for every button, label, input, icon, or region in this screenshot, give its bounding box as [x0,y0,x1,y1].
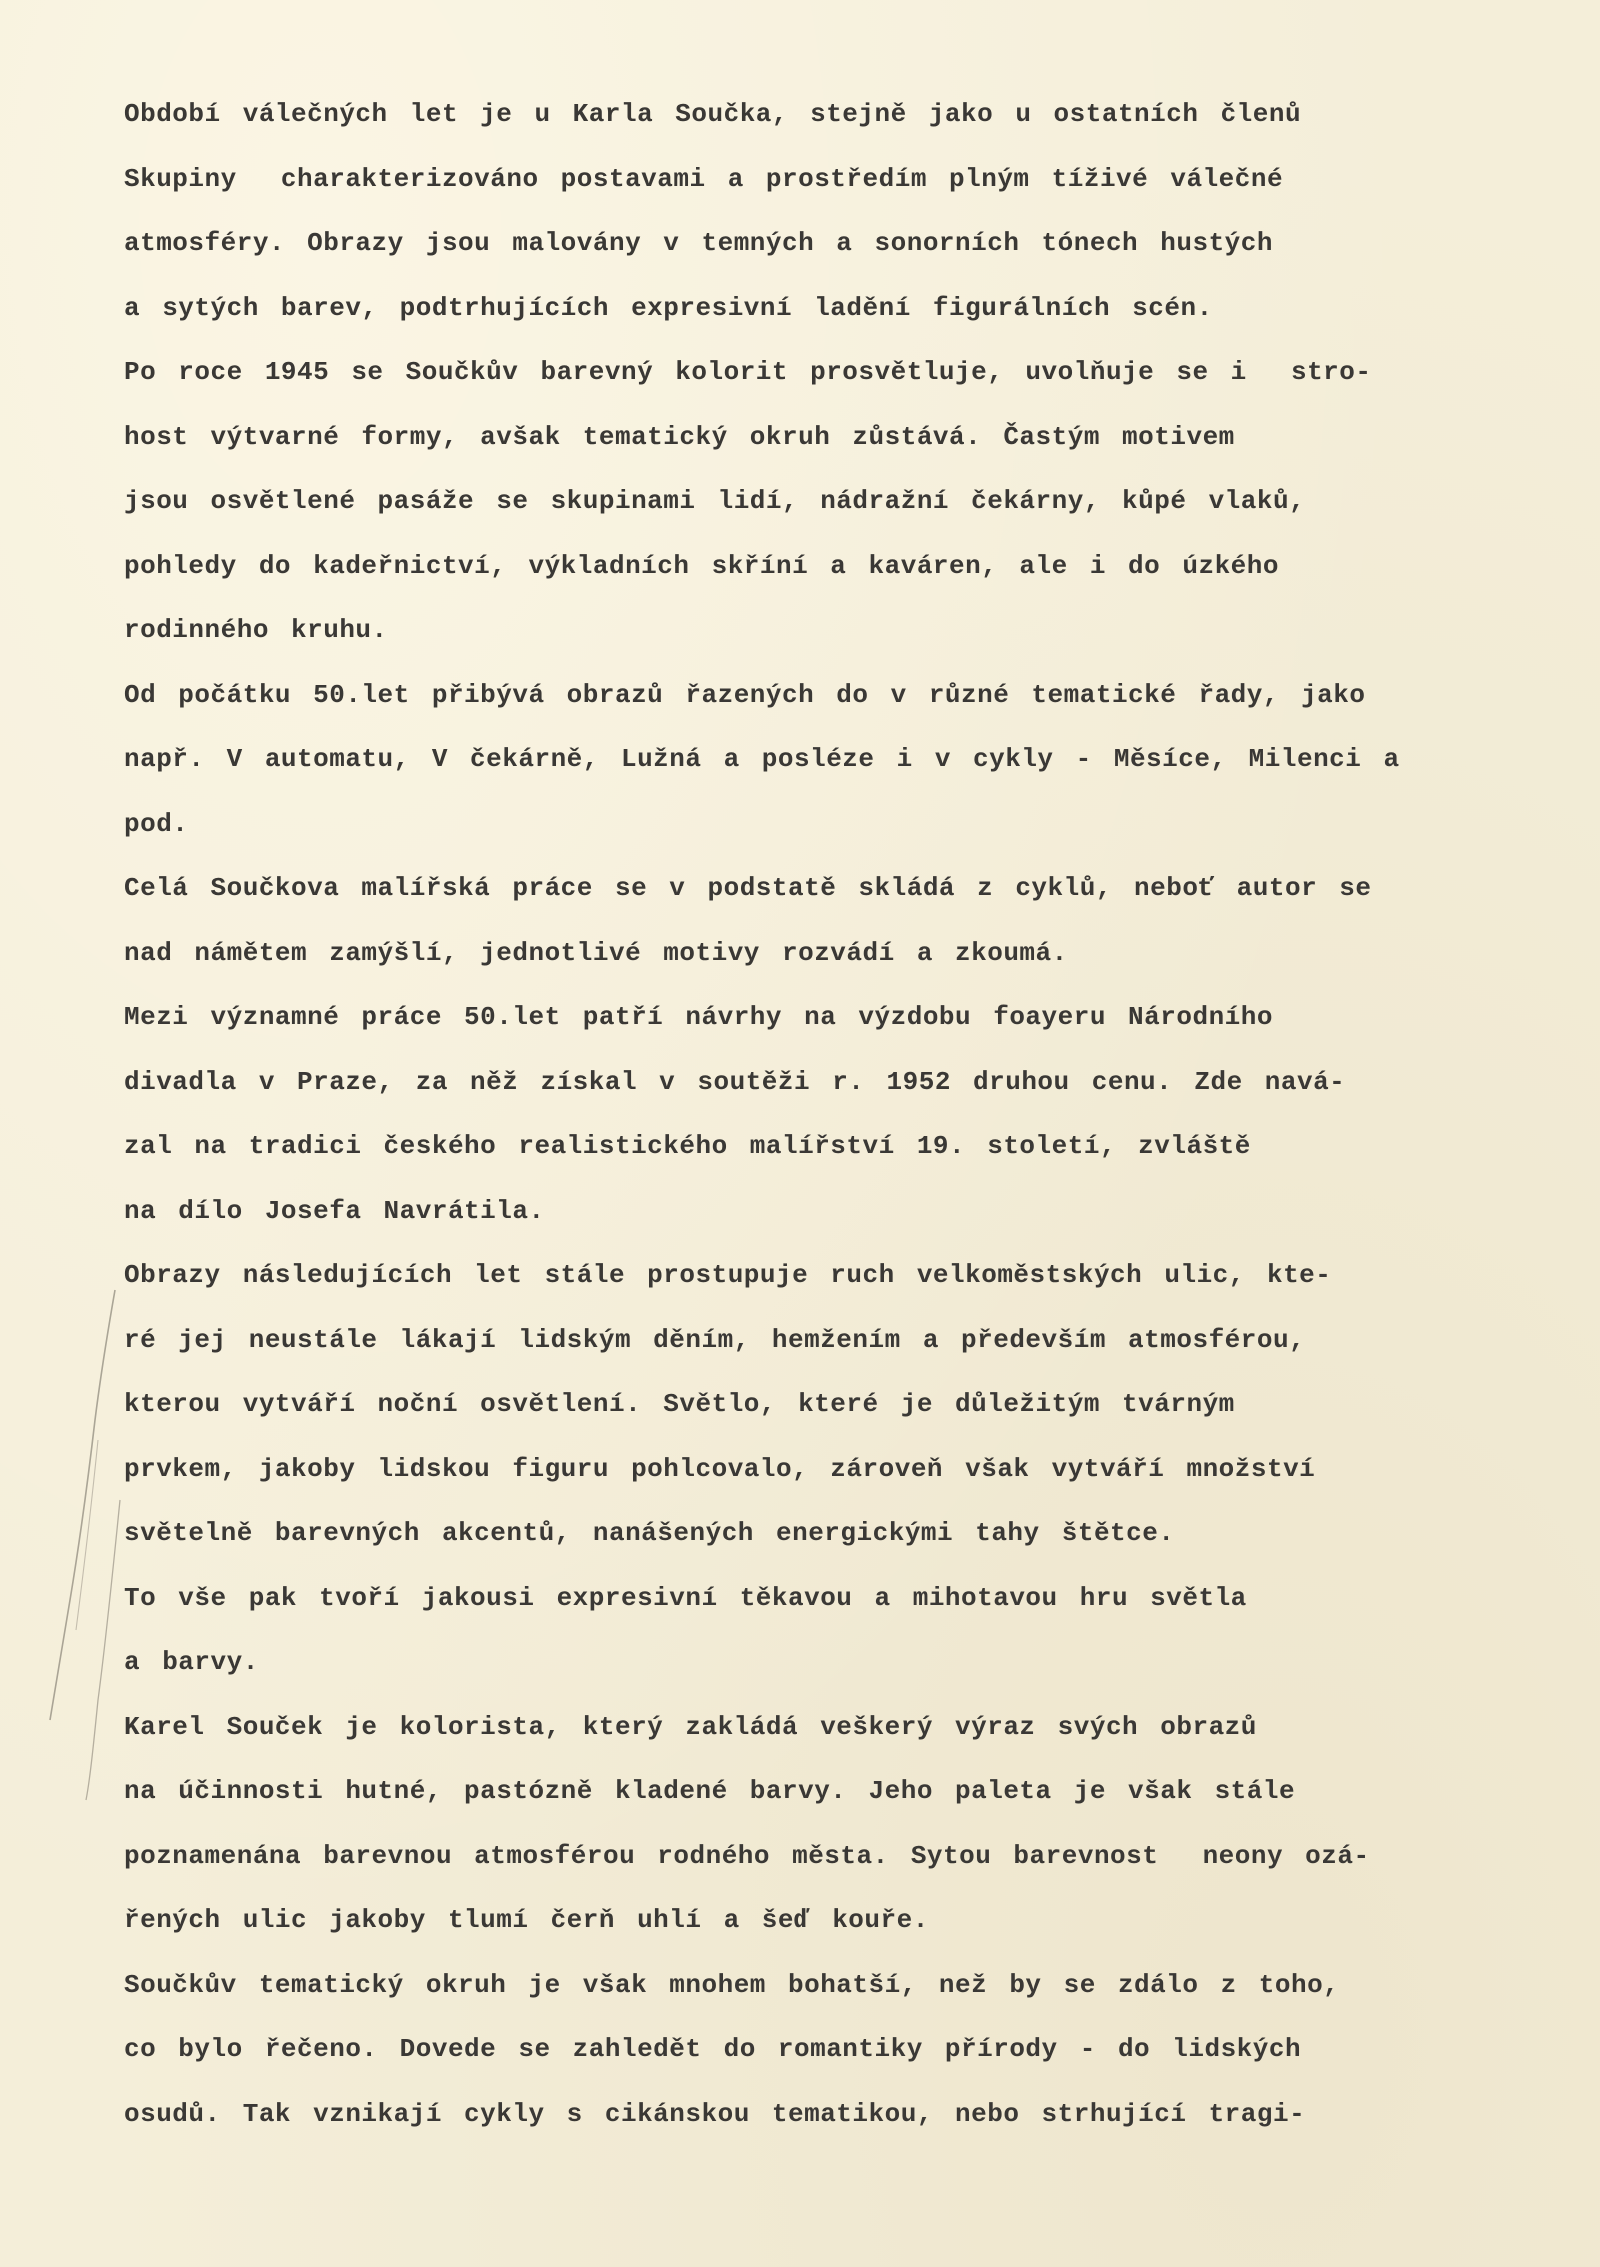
text-line-14: nad námětem zamýšlí, jednotlivé motivy rozvádí a zkoumá. [124,937,1068,968]
text-line-25: a barvy. [124,1647,259,1677]
text-line-6: host výtvarné formy, avšak tematický okruh zůstává. Častým motivem [124,421,1235,452]
text-line-17: zal na tradici českého realistického malířství 19. století, zvláště [124,1131,1251,1161]
text-line-11: např. V automatu, V čekárně, Lužná a posléze i v cykly - Měsíce, Milenci a [124,744,1400,774]
text-line-28: poznamenána barevnou atmosférou rodného města. Sytou barevnost neony ozá- [124,1840,1370,1871]
text-line-16: divadla v Praze, za něž získal v soutěži r. 1952 druhou cenu. Zde navá- [124,1066,1346,1097]
text-line-1: Období válečných let je u Karla Součka, stejně jako u ostatních členů [124,99,1302,129]
text-line-29: řených ulic jakoby tlumí čerň uhlí a šeď kouře. [124,1905,929,1935]
text-line-9: rodinného kruhu. [124,615,388,645]
text-line-2: Skupiny charakterizováno postavami a prostředím plným tíživé válečné [124,163,1284,194]
text-line-18: na dílo Josefa Navrátila. [124,1195,545,1226]
text-line-21: kterou vytváří noční osvětlení. Světlo, které je důležitým tvárným [124,1389,1235,1419]
text-line-30: Součkův tematický okruh je však mnohem bohatší, než by se zdálo z toho, [124,1969,1340,2000]
text-line-7: jsou osvětlené pasáže se skupinami lidí, nádražní čekárny, kůpé vlaků, [124,486,1306,516]
text-line-20: ré jej neustále lákají lidským děním, hemžením a především atmosférou, [124,1324,1306,1355]
text-line-31: co bylo řečeno. Dovede se zahledět do romantiky přírody - do lidských [124,2034,1302,2064]
text-line-19: Obrazy následujících let stále prostupuje ruch velkoměstských ulic, kte- [124,1260,1332,1290]
text-line-15: Mezi významné práce 50.let patří návrhy na výzdobu foayeru Národního [124,1002,1273,1032]
text-line-8: pohledy do kadeřnictví, výkladních skříní a kaváren, ale i do úzkého [124,550,1279,581]
text-line-27: na účinnosti hutné, pastózně kladené barvy. Jeho paleta je však stále [124,1776,1296,1806]
text-line-4: a sytých barev, podtrhujících expresivní ladění figurálních scén. [124,292,1213,323]
text-line-23: světelně barevných akcentů, nanášených energickými tahy štětce. [124,1518,1175,1548]
text-line-24: To vše pak tvoří jakousi expresivní těkavou a mihotavou hru světla [124,1582,1247,1613]
text-line-5: Po roce 1945 se Součkův barevný kolorit prosvětluje, uvolňuje se i stro- [124,357,1372,387]
text-line-22: prvkem, jakoby lidskou figuru pohlcovalo, zároveň však vytváří množství [124,1453,1316,1484]
text-line-13: Celá Součkova malířská práce se v podstatě skládá z cyklů, neboť autor se [124,873,1372,903]
text-line-3: atmosféry. Obrazy jsou malovány v temných a sonorních tónech hustých [124,228,1273,258]
typewritten-text-block [124,94,1580,2158]
text-line-32: osudů. Tak vznikají cykly s cikánskou tematikou, nebo strhující tragi- [124,2098,1306,2129]
text-line-10: Od počátku 50.let přibývá obrazů řazených do v různé tematické řady, jako [124,679,1366,710]
text-line-12: pod. [124,808,189,839]
text-line-26: Karel Souček je kolorista, který zakládá veškerý výraz svých obrazů [124,1711,1257,1742]
